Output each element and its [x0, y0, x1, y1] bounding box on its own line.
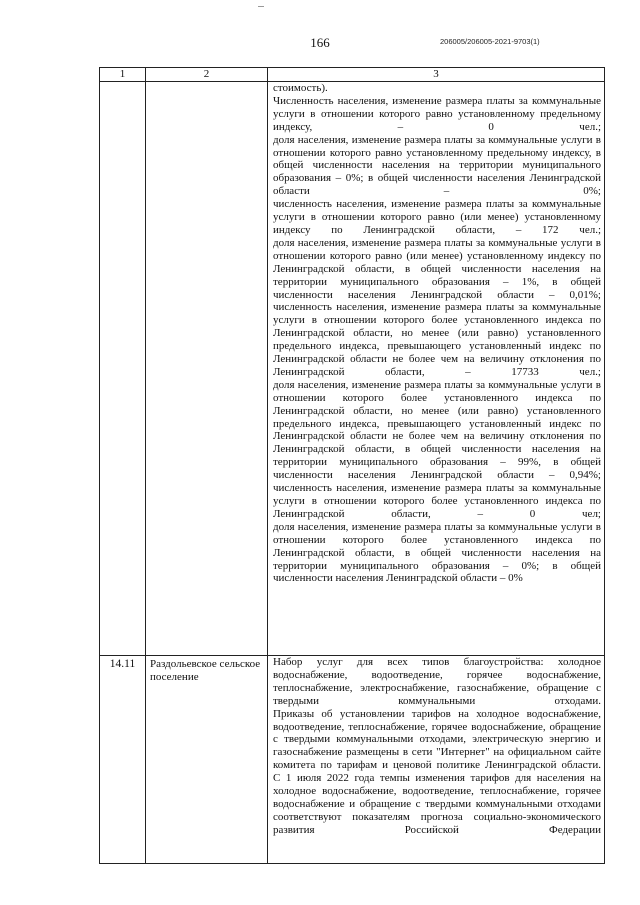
page-number: 166	[310, 35, 330, 50]
scan-mark	[258, 6, 264, 7]
document-code: 206005/206005-2021-9703(1)	[440, 37, 540, 46]
paragraph: стоимость).	[273, 82, 328, 94]
row-number	[100, 82, 146, 656]
paragraph: доля населения, изменение размера платы за коммунальные услуги в отношении которого равно (или менее) установленному индексу по Ленинградской области, в общей численности населения на территории муниципального образования – 1%, в общей численности населения Ленинградской области – 0,01%;	[273, 236, 601, 301]
paragraph: численность населения, изменение размера платы за коммунальные услуги в отношении которого более установленного индекса по Ленинградской области, но менее (или равно) установленного предельного индекса, превышающего установленный индекс по Ленинградской области не более чем на величину отклонения по Ленинградской области, – 17733 чел.;	[273, 301, 601, 378]
row-municipality	[146, 82, 268, 656]
paragraph: С 1 июля 2022 года темпы изменения тарифов для населения на холодное водоснабжение, водоотведение, теплоснабжение, горячее водоснабжение и обращение с твердыми коммунальными отходами соответствуют показателям прогноза социально-экономического развития Российской Федерации	[273, 772, 601, 836]
paragraph: Численность населения, изменение размера платы за коммунальные услуги в отношении которого равно установленному предельному индексу, – 0 чел.;	[273, 94, 601, 133]
table-header-row	[100, 68, 605, 82]
column-header-2: 2	[146, 68, 268, 82]
paragraph: Набор услуг для всех типов благоустройства: холодное водоснабжение, водоотведение, горячее водоснабжение, теплоснабжение, электроснабжение, газоснабжение, обращение с твердыми коммунальными отходами.	[273, 656, 601, 707]
column-header-1: 1	[100, 68, 146, 82]
paragraph: численность населения, изменение размера платы за коммунальные услуги в отношении которого равно (или менее) установленному индексу по Ленинградской области, – 172 чел.;	[273, 198, 601, 236]
paragraph: доля населения, изменение размера платы за коммунальные услуги в отношении которого более установленного индекса по Ленинградской области, но менее (или равно) установленного предельного индекса, превышающего установленный индекс по Ленинградской области не более чем на величину отклонения по Ленинградской области, в общей численности населения на территории муниципального образования – 99%, в общей численности населения Ленинградской области – 0,94%;	[273, 378, 601, 482]
column-header-3: 3	[268, 68, 605, 82]
data-table	[99, 67, 605, 864]
table-row	[100, 82, 605, 656]
paragraph: доля населения, изменение размера платы за коммунальные услуги в отношении которого равно установленному предельному индексу, в общей численности населения на территории муниципального образования – 0%; в общей численности населения Ленинградской области – 0%;	[273, 133, 601, 198]
row-number: 14.11	[100, 656, 146, 864]
row-description	[268, 656, 605, 864]
row-municipality: Раздольевское сельское поселение	[146, 656, 268, 864]
paragraph: численность населения, изменение размера платы за коммунальные услуги в отношении которого более установленного индекса по Ленинградской области, – 0 чел;	[273, 482, 601, 520]
paragraph: Приказы об установлении тарифов на холодное водоснабжение, водоотведение, теплоснабжение, горячее водоснабжение, обращение с твердыми коммунальными отходами, электрическую энергию и газоснабжение размещены в сети "Интернет" на официальном сайте комитета по тарифам и ценовой политике Ленинградской области.	[273, 707, 601, 772]
paragraph: доля населения, изменение размера платы за коммунальные услуги в отношении которого более установленного индекса по Ленинградской области, в общей численности населения на территории муниципального образования – 0%; в общей численности населения Ленинградской области – 0%	[273, 520, 601, 585]
row-description	[268, 82, 605, 656]
table-row	[100, 656, 605, 864]
